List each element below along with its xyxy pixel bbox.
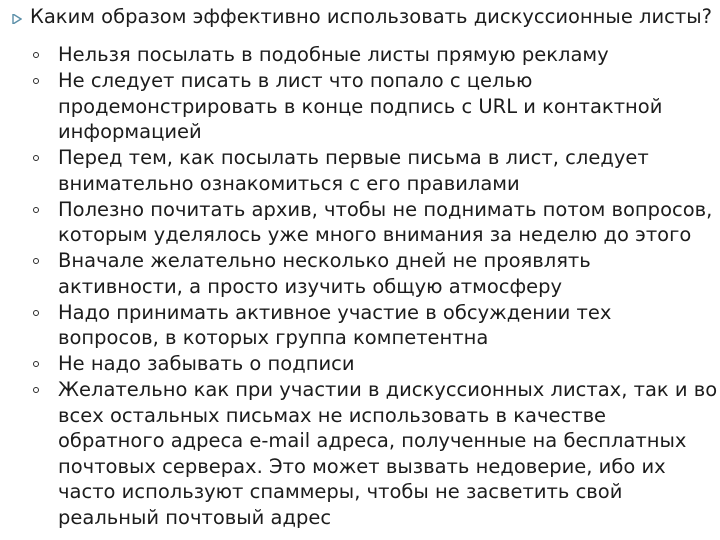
list-item — [33, 351, 718, 377]
list-item-text: Нельзя посылать в подобные листы прямую рекламу — [58, 43, 609, 66]
list-item-text: Надо принимать активное участие в обсуждении тех вопросов, в которых группа компетентна — [58, 300, 612, 349]
list-item — [33, 377, 718, 530]
list-item-text: Вначале желательно несколько дней не проявлять активности, а просто изучить общую атмосферу — [58, 249, 591, 298]
sub-bullet-list — [33, 42, 718, 531]
circle-bullet-icon — [33, 258, 39, 264]
main-bullet-text: Каким образом эффективно использовать дискуссионные листы? — [30, 5, 712, 28]
list-item-text: Перед тем, как посылать первые письма в лист, следует внимательно ознакомиться с его правилами — [58, 146, 649, 195]
list-item-text: Не следует писать в лист что попало с целью продемонстрировать в конце подпись с URL и контактной информацией — [58, 69, 663, 143]
list-item-text: Желательно как при участии в дискуссионных листах, так и во всех остальных письмах не использовать в качестве обратного адреса e-mail адреса, полученные на бесплатных почтовых серверах. Это может вызвать недоверие, ибо их часто используют спаммеры, чтобы не засветить свой реальный почтовый адрес — [58, 378, 718, 529]
triangle-bullet-icon — [12, 14, 22, 24]
circle-bullet-icon — [33, 387, 39, 393]
circle-bullet-icon — [33, 78, 39, 84]
list-item — [33, 42, 718, 68]
list-item — [33, 300, 718, 351]
list-item — [33, 68, 718, 145]
list-item — [33, 197, 718, 248]
circle-bullet-icon — [33, 155, 39, 161]
list-item — [33, 248, 718, 299]
list-item-text: Не надо забывать о подписи — [58, 352, 355, 375]
list-item-text: Полезно почитать архив, чтобы не поднимать потом вопросов, которым уделялось уже много внимания за неделю до этого — [58, 197, 713, 246]
list-item — [33, 145, 718, 196]
circle-bullet-icon — [33, 361, 39, 367]
circle-bullet-icon — [33, 52, 39, 58]
circle-bullet-icon — [33, 207, 39, 213]
circle-bullet-icon — [33, 310, 39, 316]
